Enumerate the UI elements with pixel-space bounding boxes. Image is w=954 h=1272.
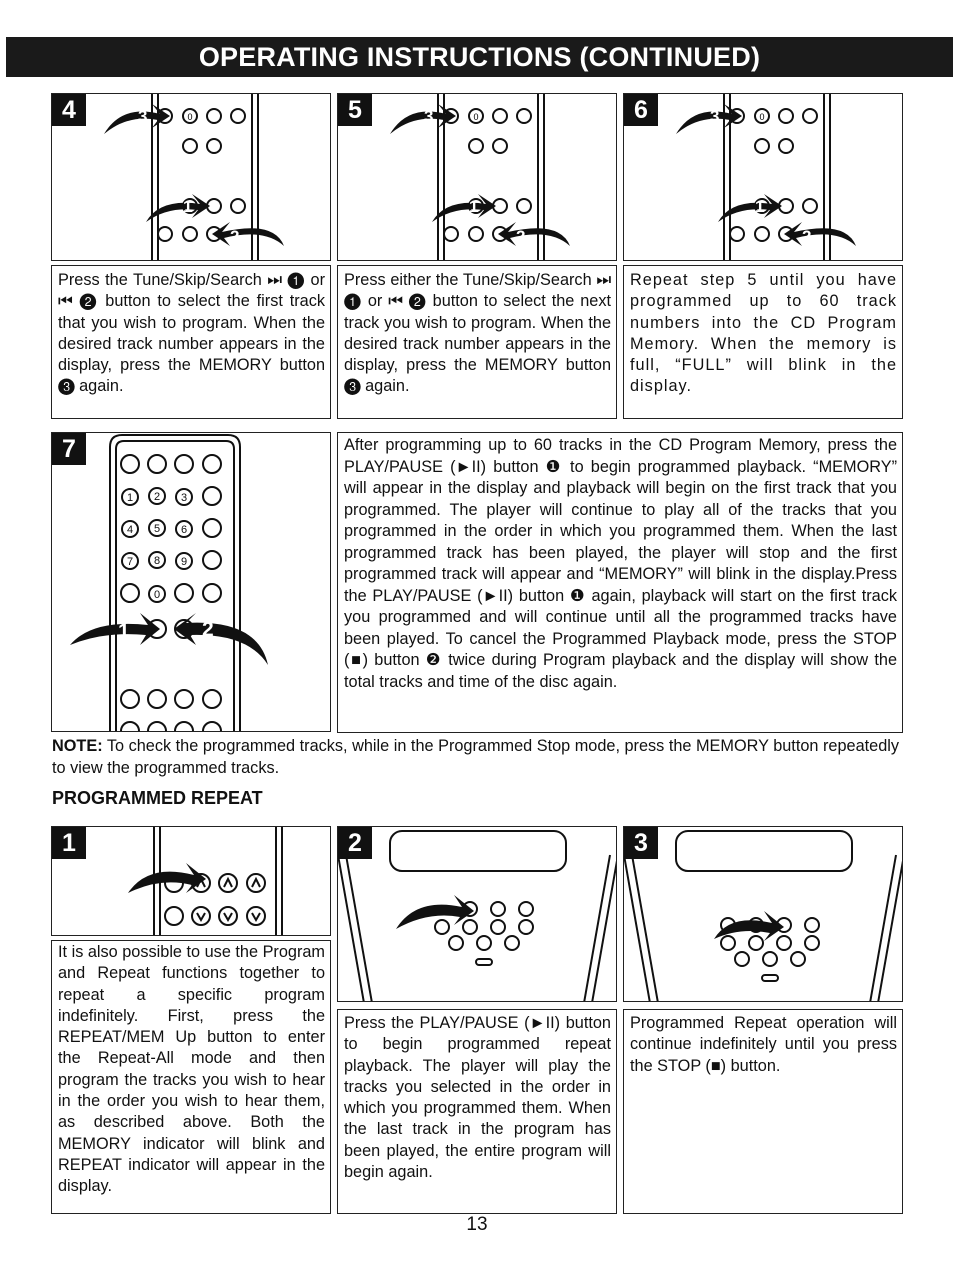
step-5-text: Press either the Tune/Skip/Search ⏭ ❶ or ⏮ ❷ button to select the next track you wish to program. When the desired track number appears in the display, press the MEMORY button ❸ again. <box>344 271 611 396</box>
svg-text:7: 7 <box>126 556 134 568</box>
step-number: 5 <box>338 94 372 126</box>
svg-text:0: 0 <box>187 112 193 122</box>
remote-skip-illustration <box>338 94 617 261</box>
page-title: OPERATING INSTRUCTIONS (CONTINUED) <box>6 37 953 77</box>
step-number: 6 <box>624 94 658 126</box>
player-panel-illustration <box>624 827 903 1002</box>
step-6-text: Repeat step 5 until you have programmed up to 60 track numbers into the CD Program Memory. When the memory is full, “FULL” will blink in the display. <box>630 271 897 396</box>
repeat-step-2-text: Press the PLAY/PAUSE (►II) button to begin programmed repeat playback. The player will play the tracks you selected in the order in which you programmed them. When the last track in the program has been played, the entire program will begin again. <box>344 1014 611 1182</box>
step-number: 3 <box>624 827 658 859</box>
step-number: 2 <box>338 827 372 859</box>
remote-skip-illustration <box>624 94 903 261</box>
svg-text:1: 1 <box>126 492 134 504</box>
repeat-step-3-illustration <box>623 826 903 1002</box>
step-number: 7 <box>52 433 86 465</box>
remote-control-illustration <box>52 433 331 732</box>
svg-text:5: 5 <box>153 523 161 535</box>
step-4-illustration <box>51 93 331 261</box>
svg-text:2: 2 <box>202 618 214 641</box>
repeat-step-2-illustration <box>337 826 617 1002</box>
step-7-illustration <box>51 432 331 732</box>
svg-text:3: 3 <box>180 492 188 504</box>
repeat-step-2-text-box <box>337 1009 617 1214</box>
step-5-illustration <box>337 93 617 261</box>
step-number: 4 <box>52 94 86 126</box>
svg-text:9: 9 <box>180 556 188 568</box>
step-5-text-box <box>337 265 617 419</box>
svg-text:0: 0 <box>153 589 161 601</box>
svg-text:1: 1 <box>183 197 193 216</box>
svg-text:1: 1 <box>755 197 765 216</box>
player-panel-illustration <box>338 827 617 1002</box>
remote-skip-illustration <box>52 94 331 261</box>
svg-text:3: 3 <box>138 107 148 126</box>
svg-text:8: 8 <box>153 555 161 567</box>
note <box>52 735 902 779</box>
section-heading: PROGRAMMED REPEAT <box>52 788 263 808</box>
step-6-illustration <box>623 93 903 261</box>
svg-text:2: 2 <box>802 227 812 246</box>
svg-text:1: 1 <box>469 197 479 216</box>
note-label: NOTE: <box>52 737 103 755</box>
svg-text:0: 0 <box>473 112 479 122</box>
svg-text:4: 4 <box>126 524 134 536</box>
page-number: 13 <box>466 1214 488 1235</box>
svg-text:6: 6 <box>180 524 188 536</box>
step-7-text: After programming up to 60 tracks in the CD Program Memory, press the PLAY/PAUSE (►II) button ❶ to begin programmed playback. “MEMORY” will appear in the display and playback will begin on the first track that you programmed. The player will continue to play all of the tracks that you programmed in the order in which you programmed them. When the last programmed track has been played, the player will stop and the first programmed track will appear and “MEMORY” will blink in the display.Press the PLAY/PAUSE (►II) button ❶ again, playback will start on the first track you programmed and will continue until all the programmed tracks have been played. To cancel the Programmed Playback mode, press the STOP (■) button ❷ twice during Program playback and the display will show the total tracks and time of the disc again. <box>344 436 897 691</box>
step-4-text: Press the Tune/Skip/Search ⏭ ❶ or ⏮ ❷ button to select the first track that you wish to program. When the desired track number appears in the display, press the MEMORY button ❸ again. <box>58 271 325 396</box>
svg-text:3: 3 <box>424 107 434 126</box>
step-6-text-box <box>623 265 903 419</box>
repeat-step-3-text: Programmed Repeat operation will continue indefinitely until you press the STOP (■) button. <box>630 1014 897 1075</box>
svg-text:3: 3 <box>710 107 720 126</box>
repeat-step-3-text-box <box>623 1009 903 1214</box>
svg-text:0: 0 <box>759 112 765 122</box>
svg-text:1: 1 <box>118 620 130 643</box>
svg-text:2: 2 <box>153 491 161 503</box>
step-4-text-box <box>51 265 331 419</box>
svg-text:2: 2 <box>516 227 526 246</box>
repeat-step-1-text-box <box>51 940 331 1214</box>
svg-text:2: 2 <box>230 227 240 246</box>
step-number: 1 <box>52 827 86 859</box>
repeat-step-1-illustration <box>51 826 331 936</box>
remote-repeat-illustration <box>52 827 331 936</box>
note-text: To check the programmed tracks, while in the Programmed Stop mode, press the MEMORY button repeatedly to view the programmed tracks. <box>52 737 900 777</box>
step-7-text-box <box>337 432 903 733</box>
repeat-step-1-text: It is also possible to use the Program and Repeat functions together to repeat a specific program indefinitely. First, press the REPEAT/MEM Up button to enter the Repeat-All mode and then program the tracks you wish to hear in the order you wish to hear them, as described above. Both the MEMORY indicator will blink and REPEAT indicator will appear in the display. <box>58 943 325 1196</box>
